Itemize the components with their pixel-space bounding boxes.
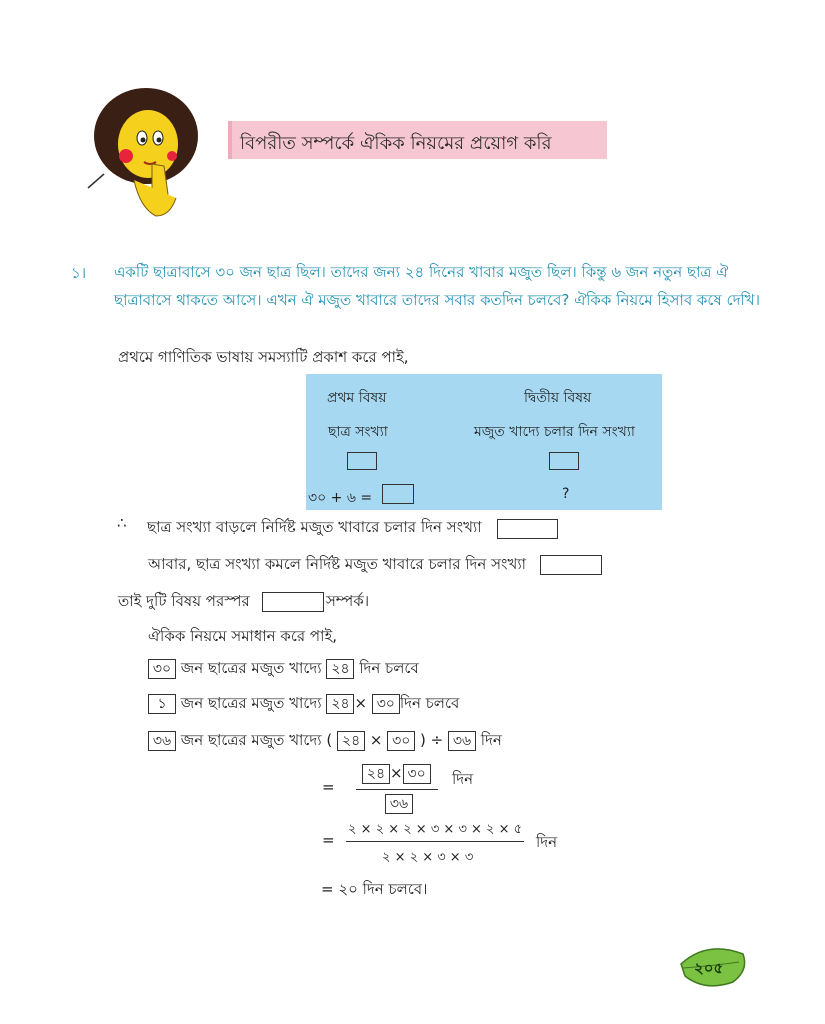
step-text: জন ছাত্রের মজুত খাদ্যে ( bbox=[180, 731, 333, 749]
answer-box-3[interactable] bbox=[262, 592, 324, 612]
boxed-number: ২৪ bbox=[337, 731, 365, 751]
reasoning-line-2: আবার, ছাত্র সংখ্যা কমলে নির্দিষ্ট মজুত খাবারে চলার দিন সংখ্যা bbox=[148, 555, 527, 573]
blank-box-col1-row2[interactable] bbox=[347, 452, 377, 470]
boxed-number: ৩০ bbox=[387, 731, 415, 751]
boxed-number: ২৪ bbox=[326, 659, 354, 679]
boxed-number: ৩৬ bbox=[448, 731, 476, 751]
times-sign: × bbox=[354, 694, 368, 712]
step-text: দিন চলবে bbox=[399, 694, 460, 712]
fraction-1-bar bbox=[356, 789, 438, 790]
equals-sign: = bbox=[322, 831, 335, 849]
equals-sign: = bbox=[322, 778, 335, 796]
boxed-number: ২৪ bbox=[326, 694, 354, 714]
table-col2-header: দ্বিতীয় বিষয় bbox=[524, 390, 592, 406]
boxed-number: ৩০ bbox=[403, 764, 431, 784]
thinking-girl-illustration bbox=[84, 84, 219, 234]
blank-box-col2-row2[interactable] bbox=[549, 452, 579, 470]
table-row3-right: ? bbox=[562, 486, 570, 502]
boxed-number: ৩৬ bbox=[148, 731, 176, 751]
boxed-number: ৩০ bbox=[148, 659, 176, 679]
question-number: ১। bbox=[71, 264, 87, 282]
page-number: ২০৫ bbox=[694, 959, 724, 977]
problem-statement: একটি ছাত্রাবাসে ৩০ জন ছাত্র ছিল। তাদের জন্য ২৪ দিনের খাবার মজুত ছিল। কিন্তু ৬ জন নতুন ছাত্র ঐ ছাত্রাবাসে থাকতে আসে। এখন ঐ মজুত খাবারে তাদের সবার কতদিন চলবে? ঐকিক নিয়মে হিসাব কষে দেখি। bbox=[114, 263, 760, 309]
fraction-1-denominator bbox=[385, 794, 413, 814]
table-col1-header: প্রথম বিষয় bbox=[327, 390, 387, 406]
fraction-2-bar bbox=[346, 841, 524, 842]
boxed-number: ৩০ bbox=[372, 694, 400, 714]
step-text: দিন bbox=[480, 731, 502, 749]
boxed-number: ৩৬ bbox=[385, 794, 413, 814]
solution-intro: ঐকিক নিয়মে সমাধান করে পাই, bbox=[148, 627, 338, 645]
step-text: জন ছাত্রের মজুত খাদ্যে bbox=[180, 659, 322, 677]
times-sign: × bbox=[390, 764, 403, 782]
fraction-2-numerator: ২ × ২ × ২ × ৩ × ৩ × ২ × ৫ bbox=[348, 822, 523, 837]
fraction-1-unit: দিন bbox=[452, 770, 474, 788]
fraction-2-denominator: ২ × ২ × ৩ × ৩ bbox=[382, 850, 474, 865]
step-text: ) ÷ bbox=[419, 731, 444, 749]
step-text: জন ছাত্রের মজুত খাদ্যে bbox=[180, 694, 322, 712]
intro-text: প্রথমে গাণিতিক ভাষায় সমস্যাটি প্রকাশ করে পাই, bbox=[118, 348, 409, 366]
solution-step-2 bbox=[148, 692, 459, 717]
fraction-2-unit: দিন bbox=[536, 833, 558, 851]
blank-box-row3[interactable] bbox=[382, 484, 414, 504]
solution-step-3 bbox=[148, 729, 502, 754]
final-result: = ২০ দিন চলবে। bbox=[321, 880, 428, 898]
table-col2-label: মজুত খাদ্যে চলার দিন সংখ্যা bbox=[474, 424, 635, 440]
step-text: দিন চলবে bbox=[359, 659, 419, 677]
reasoning-line-1: ছাত্র সংখ্যা বাড়লে নির্দিষ্ট মজুত খাবারে চলার দিন সংখ্যা bbox=[147, 518, 482, 536]
boxed-number: ১ bbox=[148, 694, 176, 714]
answer-box-1[interactable] bbox=[497, 519, 558, 539]
section-title: বিপরীত সম্পর্কে ঐকিক নিয়মের প্রয়োগ করি bbox=[240, 133, 552, 154]
answer-box-2[interactable] bbox=[540, 555, 602, 575]
table-col1-label: ছাত্র সংখ্যা bbox=[328, 424, 388, 440]
reasoning-line-3b: সম্পর্ক। bbox=[326, 592, 370, 610]
fraction-1-numerator bbox=[362, 764, 431, 784]
boxed-number: ২৪ bbox=[362, 764, 390, 784]
solution-step-1 bbox=[148, 657, 419, 682]
therefore-symbol: ∴ bbox=[117, 514, 127, 532]
times-sign: × bbox=[369, 731, 383, 749]
table-row3-left: ৩০ + ৬ = bbox=[308, 490, 373, 506]
reasoning-line-3a: তাই দুটি বিষয় পরস্পর bbox=[118, 592, 250, 610]
